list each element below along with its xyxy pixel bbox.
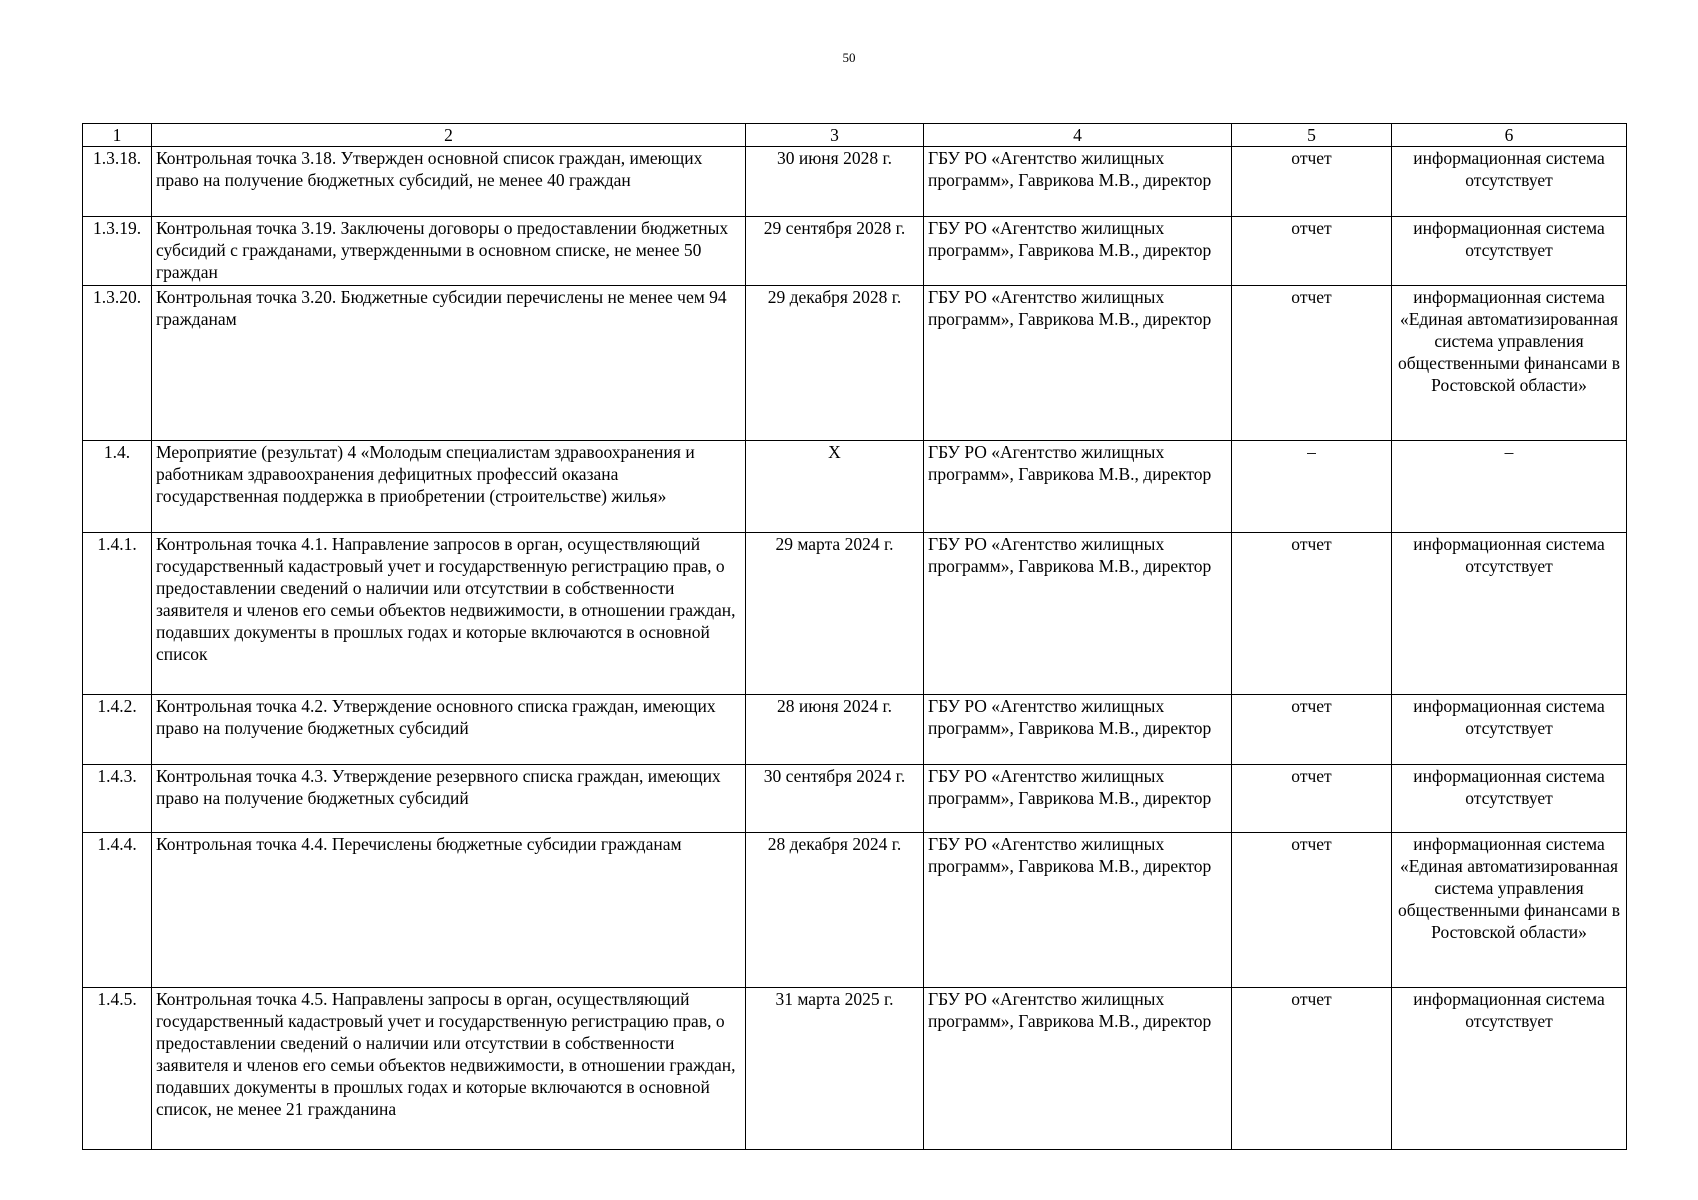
table-row: [83, 533, 1627, 695]
row-deadline: 28 декабря 2024 г.: [746, 833, 924, 988]
row-deadline: 30 июня 2028 г.: [746, 147, 924, 217]
row-deadline: 28 июня 2024 г.: [746, 695, 924, 765]
header-col-5: 5: [1232, 124, 1392, 147]
row-description: Контрольная точка 3.18. Утвержден основной список граждан, имеющих право на получение бюджетных субсидий, не менее 40 граждан: [152, 147, 746, 217]
row-info-system: информационная система отсутствует: [1392, 217, 1627, 286]
row-deadline: 31 марта 2025 г.: [746, 988, 924, 1150]
row-document-type: отчет: [1232, 286, 1392, 441]
table-row: [83, 988, 1627, 1150]
row-description: Контрольная точка 4.4. Перечислены бюджетные субсидии гражданам: [152, 833, 746, 988]
row-responsible: ГБУ РО «Агентство жилищных программ», Гаврикова М.В., директор: [924, 441, 1232, 533]
table-row: [83, 695, 1627, 765]
row-document-type: отчет: [1232, 147, 1392, 217]
row-deadline: 29 декабря 2028 г.: [746, 286, 924, 441]
row-info-system: информационная система «Единая автоматизированная система управления общественными финансами в Ростовской области»: [1392, 286, 1627, 441]
row-description: Контрольная точка 3.19. Заключены договоры о предоставлении бюджетных субсидий с гражданами, утвержденными в основном списке, не менее 50 граждан: [152, 217, 746, 286]
row-info-system: информационная система отсутствует: [1392, 147, 1627, 217]
table-row: [83, 833, 1627, 988]
page-number: 50: [842, 50, 856, 65]
row-description: Контрольная точка 4.1. Направление запросов в орган, осуществляющий государственный кадастровый учет и государственную регистрацию прав, о предоставлении сведений о наличии или отсутствии в собственности заявителя и членов его семьи объектов недвижимости, в отношении граждан, подавших документы в прошлых годах и которые включаются в основной список: [152, 533, 746, 695]
row-document-type: отчет: [1232, 217, 1392, 286]
plan-table: [82, 123, 1627, 1150]
row-description: Контрольная точка 4.2. Утверждение основного списка граждан, имеющих право на получение бюджетных субсидий: [152, 695, 746, 765]
header-col-4: 4: [924, 124, 1232, 147]
row-responsible: ГБУ РО «Агентство жилищных программ», Гаврикова М.В., директор: [924, 833, 1232, 988]
row-deadline: 29 сентября 2028 г.: [746, 217, 924, 286]
row-document-type: отчет: [1232, 833, 1392, 988]
row-document-type: отчет: [1232, 765, 1392, 833]
row-info-system: информационная система отсутствует: [1392, 695, 1627, 765]
table-row: [83, 441, 1627, 533]
row-description: Контрольная точка 4.5. Направлены запросы в орган, осуществляющий государственный кадастровый учет и государственную регистрацию прав, о предоставлении сведений о наличии или отсутствии в собственности заявителя и членов его семьи объектов недвижимости, в отношении граждан, подавших документы в прошлых годах и которые включаются в основной список, не менее 21 гражданина: [152, 988, 746, 1150]
row-info-system: информационная система отсутствует: [1392, 765, 1627, 833]
row-description: Контрольная точка 3.20. Бюджетные субсидии перечислены не менее чем 94 гражданам: [152, 286, 746, 441]
row-description: Контрольная точка 4.3. Утверждение резервного списка граждан, имеющих право на получение бюджетных субсидий: [152, 765, 746, 833]
row-number: 1.4.3.: [83, 765, 152, 833]
row-responsible: ГБУ РО «Агентство жилищных программ», Гаврикова М.В., директор: [924, 217, 1232, 286]
table-row: [83, 147, 1627, 217]
row-number: 1.3.19.: [83, 217, 152, 286]
row-info-system: информационная система отсутствует: [1392, 533, 1627, 695]
row-description: Мероприятие (результат) 4 «Молодым специалистам здравоохранения и работникам здравоохранения дефицитных профессий оказана государственная поддержка в приобретении (строительстве) жилья»: [152, 441, 746, 533]
row-number: 1.3.18.: [83, 147, 152, 217]
row-responsible: ГБУ РО «Агентство жилищных программ», Гаврикова М.В., директор: [924, 286, 1232, 441]
row-document-type: отчет: [1232, 988, 1392, 1150]
header-col-1: 1: [83, 124, 152, 147]
row-deadline: X: [746, 441, 924, 533]
header-col-2: 2: [152, 124, 746, 147]
row-responsible: ГБУ РО «Агентство жилищных программ», Гаврикова М.В., директор: [924, 695, 1232, 765]
row-info-system: –: [1392, 441, 1627, 533]
row-info-system: информационная система «Единая автоматизированная система управления общественными финансами в Ростовской области»: [1392, 833, 1627, 988]
table-row: [83, 217, 1627, 286]
row-number: 1.4.1.: [83, 533, 152, 695]
row-responsible: ГБУ РО «Агентство жилищных программ», Гаврикова М.В., директор: [924, 988, 1232, 1150]
row-responsible: ГБУ РО «Агентство жилищных программ», Гаврикова М.В., директор: [924, 533, 1232, 695]
table-row: [83, 286, 1627, 441]
table-header-row: [83, 124, 1627, 147]
row-number: 1.4.4.: [83, 833, 152, 988]
row-document-type: отчет: [1232, 695, 1392, 765]
row-responsible: ГБУ РО «Агентство жилищных программ», Гаврикова М.В., директор: [924, 147, 1232, 217]
row-info-system: информационная система отсутствует: [1392, 988, 1627, 1150]
row-document-type: отчет: [1232, 533, 1392, 695]
row-deadline: 30 сентября 2024 г.: [746, 765, 924, 833]
row-number: 1.4.2.: [83, 695, 152, 765]
header-col-3: 3: [746, 124, 924, 147]
row-deadline: 29 марта 2024 г.: [746, 533, 924, 695]
row-number: 1.4.: [83, 441, 152, 533]
header-col-6: 6: [1392, 124, 1627, 147]
row-number: 1.3.20.: [83, 286, 152, 441]
row-number: 1.4.5.: [83, 988, 152, 1150]
table-row: [83, 765, 1627, 833]
row-responsible: ГБУ РО «Агентство жилищных программ», Гаврикова М.В., директор: [924, 765, 1232, 833]
row-document-type: –: [1232, 441, 1392, 533]
